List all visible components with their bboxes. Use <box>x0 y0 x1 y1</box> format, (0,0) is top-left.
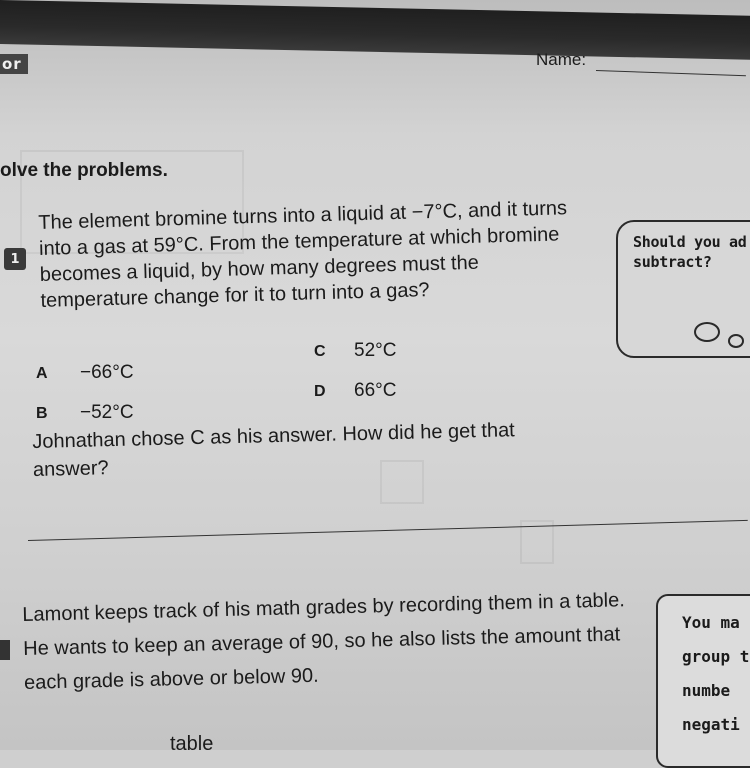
question2-text-tail: table <box>170 733 214 755</box>
followup-question: Johnathan chose C as his answer. How did he get that answer? <box>32 419 515 481</box>
choice-letter: A <box>36 365 48 382</box>
thought-bubble-dot <box>694 322 720 342</box>
hint-text: Should you ad subtract? <box>633 233 747 271</box>
answer-line[interactable] <box>28 520 748 541</box>
choice-value: −66°C <box>80 362 134 383</box>
hint2-text: You ma group t numbe negati <box>682 613 750 734</box>
question-number-badge: 1 <box>4 248 26 270</box>
choice-value: 52°C <box>354 340 397 361</box>
instructions-heading: olve the problems. <box>0 160 168 181</box>
choice-letter: C <box>314 343 326 360</box>
name-line <box>596 70 746 76</box>
choice-value: 66°C <box>354 380 397 401</box>
top-dark-edge <box>0 0 750 60</box>
choice-b <box>36 402 134 424</box>
choice-letter: B <box>36 405 48 422</box>
question1-text: The element bromine turns into a liquid at −7°C, and it turns into a gas at 59°C. From the temperature at which bromine becomes a liquid, by how many degrees must the temperature change for it to turn into a gas? <box>38 197 568 312</box>
choice-c <box>314 340 396 362</box>
choice-d <box>314 380 396 402</box>
name-label: Name: <box>536 50 587 69</box>
thought-bubble-dot <box>728 334 744 348</box>
choice-value: −52°C <box>80 402 134 423</box>
choice-a <box>36 362 134 384</box>
question2-text: Lamont keeps track of his math grades by recording them in a table. He wants to keep an average of 90, so he also lists the amount that each grade is above or below 90. <box>22 589 626 694</box>
question2-number-badge <box>0 640 10 660</box>
choice-letter: D <box>314 383 326 400</box>
header-tab: or <box>0 54 28 74</box>
